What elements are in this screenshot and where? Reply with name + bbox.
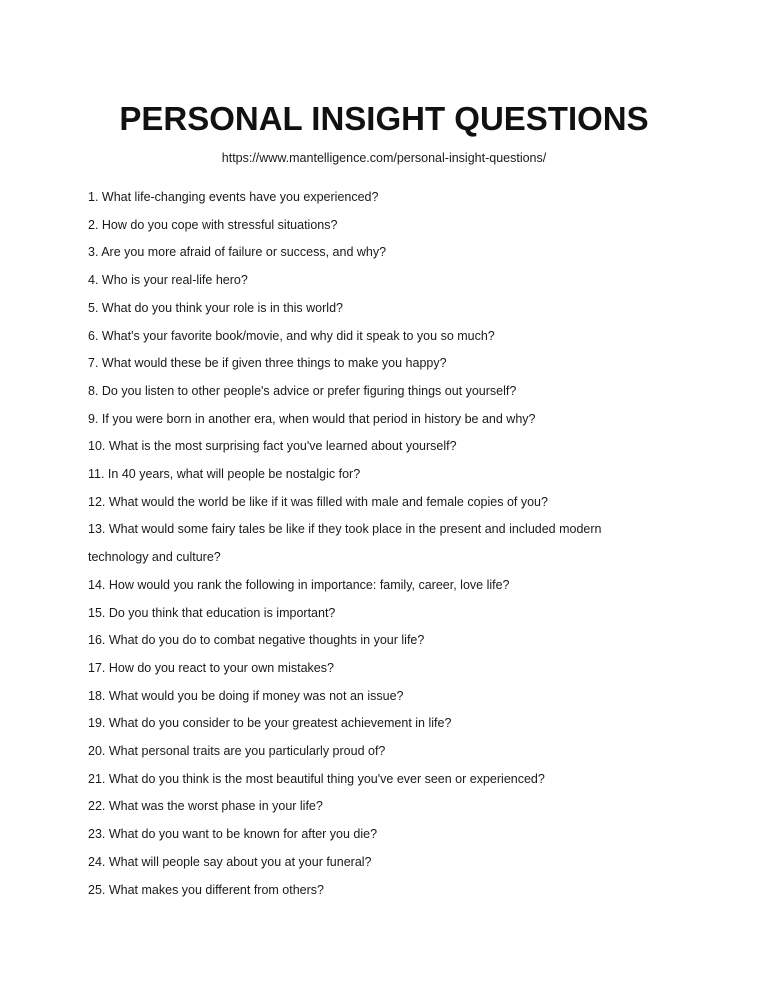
list-item: 20. What personal traits are you particularly proud of? xyxy=(88,744,386,759)
list-item: 9. If you were born in another era, when would that period in history be and why? xyxy=(88,411,536,426)
question-list xyxy=(88,184,728,904)
list-item: 12. What would the world be like if it was filled with male and female copies of you? xyxy=(88,494,548,509)
list-item: 22. What was the worst phase in your life? xyxy=(88,799,323,814)
list-item: 17. How do you react to your own mistakes? xyxy=(88,660,334,675)
page-title: PERSONAL INSIGHT QUESTIONS xyxy=(119,100,649,137)
list-item: 25. What makes you different from others? xyxy=(88,882,324,897)
list-item: 3. Are you more afraid of failure or success, and why? xyxy=(88,245,387,260)
list-item: 23. What do you want to be known for after you die? xyxy=(88,827,378,842)
list-item: 13. What would some fairy tales be like if they took place in the present and included modern technology and culture? xyxy=(88,522,602,565)
list-item: 16. What do you do to combat negative thoughts in your life? xyxy=(88,633,425,648)
list-item: 24. What will people say about you at your funeral? xyxy=(88,854,372,869)
list-item: 7. What would these be if given three things to make you happy? xyxy=(88,356,447,371)
list-item: 18. What would you be doing if money was not an issue? xyxy=(88,688,404,703)
list-item: 4. Who is your real-life hero? xyxy=(88,273,248,288)
list-item: 11. In 40 years, what will people be nostalgic for? xyxy=(88,467,361,482)
list-item: 19. What do you consider to be your greatest achievement in life? xyxy=(88,716,452,731)
source-url: https://www.mantelligence.com/personal-insight-questions/ xyxy=(221,151,547,165)
list-item: 5. What do you think your role is in this world? xyxy=(88,300,343,315)
list-item: 21. What do you think is the most beautiful thing you've ever seen or experienced? xyxy=(88,771,545,786)
list-item: 15. Do you think that education is important? xyxy=(88,605,336,620)
list-item: 2. How do you cope with stressful situations? xyxy=(88,217,338,232)
list-item: 1. What life-changing events have you experienced? xyxy=(88,190,379,204)
list-item: 6. What's your favorite book/movie, and why did it speak to you so much? xyxy=(88,328,495,343)
list-item: 10. What is the most surprising fact you've learned about yourself? xyxy=(88,439,457,454)
list-item: 14. How would you rank the following in importance: family, career, love life? xyxy=(88,577,510,592)
list-item: 8. Do you listen to other people's advice or prefer figuring things out yourself? xyxy=(88,383,517,398)
